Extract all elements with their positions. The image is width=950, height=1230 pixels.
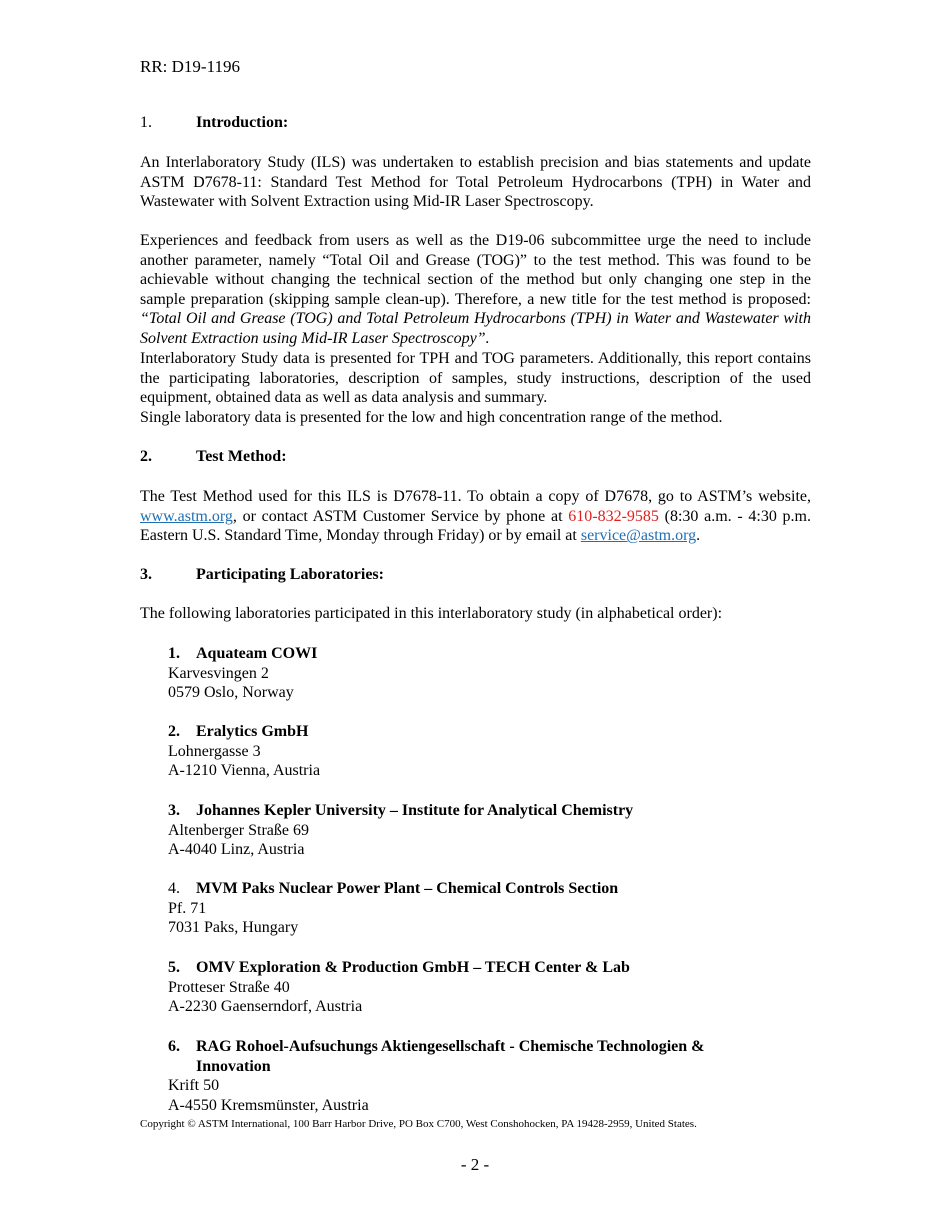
test-method-text-c: (8:30 a.m. - 4:30 p.m. Eastern U.S. Standard Time, Monday through Friday) or by email at [140,507,812,545]
lab-entry [168,958,811,1017]
lab-name: RAG Rohoel-Aufsuchungs Aktiengesellschaft - Chemische Technologien & Innovation [196,1038,705,1075]
lab-city: A-4040 Linz, Austria [168,841,305,859]
lab-street: Krift 50 [168,1077,220,1095]
section-1-heading [140,113,811,133]
lab-number: 1. [168,645,180,662]
lab-name: MVM Paks Nuclear Power Plant – Chemical Controls Section [196,880,619,897]
astm-website-link[interactable]: www.astm.org [140,507,233,525]
lab-street: Altenberger Straße 69 [168,821,309,839]
experience-text: Experiences and feedback from users as well as the D19-06 subcommittee urge the need to include another parameter, namely “Total Oil and Grease (TOG)” to the test method. This was found to be achievable without changing the technical section of the method but only changing one step in the sample preparation (skipping sample clean-up). Therefore, a new title for the test method is proposed: [140,232,811,308]
section-2-heading [140,447,811,467]
intro-paragraph: An Interlaboratory Study (ILS) was undertaken to establish precision and bias statements and update ASTM D7678-11: Standard Test Method for Total Petroleum Hydrocarbons (TPH) in Water and Wastewater with Solvent Extraction using Mid-IR Laser Spectroscopy. [140,154,811,211]
section-number: 2. [140,448,152,465]
lab-street: Lohnergasse 3 [168,742,261,760]
lab-city: A-4550 Kremsmünster, Austria [168,1096,369,1114]
single-lab-paragraph: Single laboratory data is presented for the low and high concentration range of the method. [140,409,723,426]
page-number: - 2 - [460,1155,490,1174]
lab-name: Johannes Kepler University – Institute for Analytical Chemistry [196,802,634,819]
section-title: Participating Laboratories: [196,566,384,583]
lab-number: 2. [168,723,180,740]
section-3-heading [140,565,811,585]
lab-number: 6. [168,1038,180,1055]
lab-city: A-1210 Vienna, Austria [168,762,321,780]
experience-paragraph [140,231,811,349]
phone-number: 610-832-9585 [568,507,659,525]
section-title: Test Method: [196,448,287,465]
section-number: 1. [140,114,152,131]
lab-street: Pf. 71 [168,899,207,917]
lab-street: Protteser Straße 40 [168,978,290,996]
labs-intro: The following laboratories participated in this interlaboratory study (in alphabetical order): [140,605,723,622]
test-method-text-b: , or contact ASTM Customer Service by phone at [232,507,569,525]
lab-entry [168,644,811,703]
lab-entry [168,1037,811,1115]
lab-city: 7031 Paks, Hungary [168,919,299,937]
lab-entry [168,722,811,781]
lab-number: 3. [168,802,180,819]
lab-street: Karvesvingen 2 [168,664,269,682]
proposed-title: “Total Oil and Grease (TOG) and Total Petroleum Hydrocarbons (TPH) in Water and Wastewater with Solvent Extraction using Mid-IR Laser Spectroscopy”. [140,310,811,347]
lab-name: Eralytics GmbH [196,723,309,740]
lab-entry [168,801,811,860]
section-title: Introduction: [196,114,289,131]
report-id: RR: D19-1196 [140,57,240,76]
test-method-text-a: The Test Method used for this ILS is D7678-11. To obtain a copy of D7678, go to ASTM’s website, [140,488,811,505]
lab-entry [168,879,811,938]
section-number: 3. [140,566,152,583]
copyright-footer: Copyright © ASTM International, 100 Barr Harbor Drive, PO Box C700, West Conshohocken, PA 19428-2959, United States. [140,1118,697,1130]
lab-number: 5. [168,959,180,976]
lab-city: A-2230 Gaenserndorf, Austria [168,998,363,1016]
test-method-text-d: . [696,527,701,545]
lab-name: Aquateam COWI [196,645,318,662]
lab-name: OMV Exploration & Production GmbH – TECH Center & Lab [196,959,630,976]
ils-data-paragraph: Interlaboratory Study data is presented for TPH and TOG parameters. Additionally, this report contains the participating laboratories, description of samples, study instructions, description of the used equipment, obtained data as well as data analysis and summary. [140,350,811,407]
lab-city: 0579 Oslo, Norway [168,684,294,702]
lab-number: 4. [168,880,180,897]
test-method-paragraph [140,487,811,546]
email-link[interactable]: service@astm.org [580,527,697,545]
